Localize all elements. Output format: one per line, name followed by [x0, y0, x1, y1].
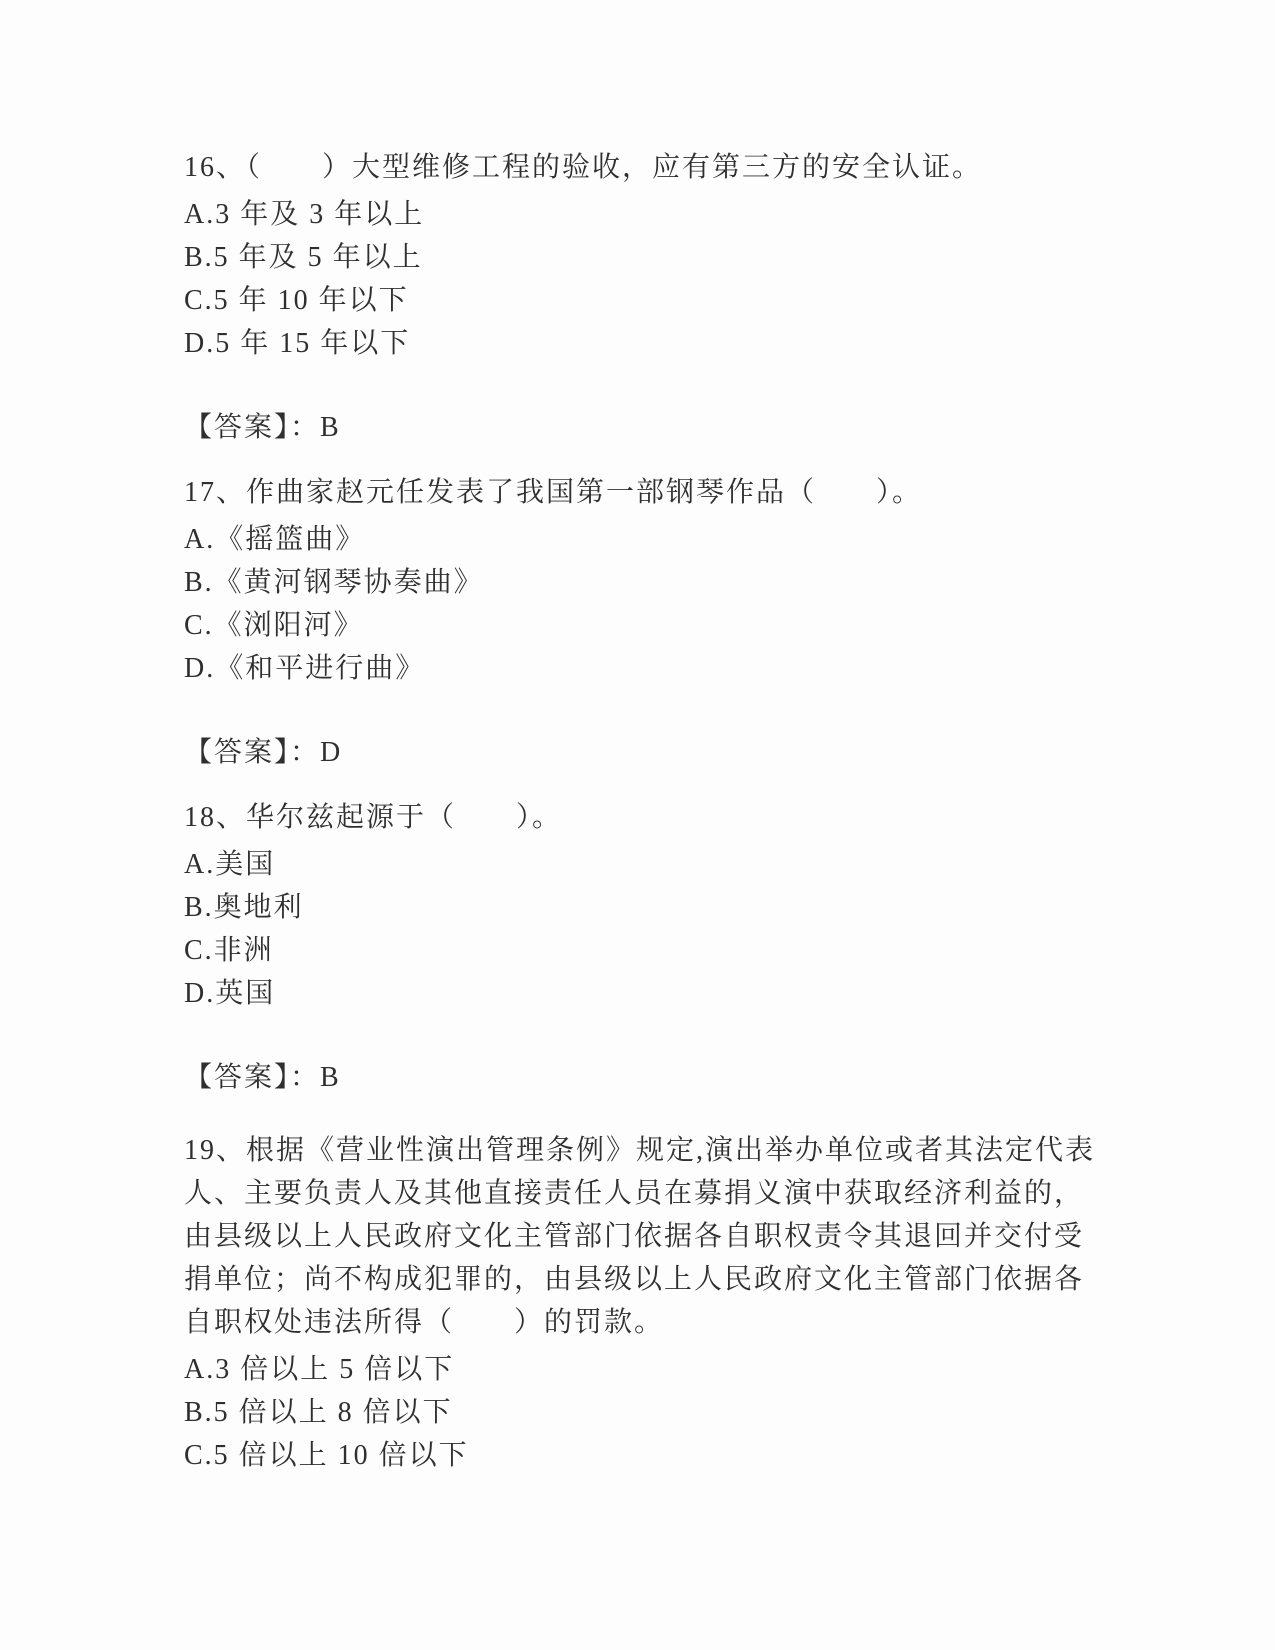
question-line: 捐单位；尚不构成犯罪的，由县级以上人民政府文化主管部门依据各 [184, 1264, 1085, 1295]
answer-line [184, 1056, 1180, 1099]
question-18 [184, 796, 1180, 1099]
option-A: A.美国 [184, 849, 276, 880]
option-B: B.《黄河钢琴协奏曲》 [184, 567, 484, 598]
question-16 [184, 146, 1180, 449]
question-line: 18、华尔兹起源于（ ）。 [184, 802, 563, 833]
question-line: 16、（ ）大型维修工程的验收，应有第三方的安全认证。 [184, 152, 983, 183]
question-text [184, 796, 1180, 839]
options-list [184, 1348, 1180, 1477]
question-19 [184, 1129, 1180, 1477]
answer-label: 【答案】： [184, 737, 321, 768]
option-A: A.《摇篮曲》 [184, 524, 366, 555]
question-text [184, 1129, 1180, 1344]
question-line: 17、作曲家赵元任发表了我国第一部钢琴作品（ ）。 [184, 477, 923, 508]
options-list [184, 843, 1180, 1015]
answer-value: B [320, 1062, 341, 1093]
option-D: D.《和平进行曲》 [184, 653, 426, 684]
question-17 [184, 471, 1180, 774]
answer-value: D [320, 737, 343, 768]
answer-label: 【答案】： [184, 412, 321, 443]
option-B: B.5 倍以上 8 倍以下 [184, 1397, 453, 1428]
question-line: 自职权处违法所得（ ）的罚款。 [184, 1307, 665, 1338]
question-text [184, 471, 1180, 514]
question-line: 19、根据《营业性演出管理条例》规定,演出举办单位或者其法定代表 [184, 1135, 1096, 1166]
option-B: B.5 年及 5 年以上 [184, 242, 423, 273]
option-A: A.3 倍以上 5 倍以下 [184, 1354, 455, 1385]
question-text [184, 146, 1180, 189]
option-C: C.非洲 [184, 935, 274, 966]
answer-value: B [320, 412, 341, 443]
option-D: D.5 年 15 年以下 [184, 328, 411, 359]
answer-line [184, 406, 1180, 449]
answer-line [184, 731, 1180, 774]
options-list [184, 193, 1180, 365]
option-D: D.英国 [184, 978, 276, 1009]
option-C: C.《浏阳河》 [184, 610, 364, 641]
answer-label: 【答案】： [184, 1062, 321, 1093]
question-line: 由县级以上人民政府文化主管部门依据各自职权责令其退回并交付受 [184, 1221, 1085, 1252]
option-B: B.奥地利 [184, 892, 304, 923]
option-C: C.5 年 10 年以下 [184, 285, 409, 316]
question-line: 人、主要负责人及其他直接责任人员在募捐义演中获取经济利益的， [184, 1178, 1085, 1209]
option-A: A.3 年及 3 年以上 [184, 199, 425, 230]
options-list [184, 518, 1180, 690]
option-C: C.5 倍以上 10 倍以下 [184, 1440, 469, 1471]
